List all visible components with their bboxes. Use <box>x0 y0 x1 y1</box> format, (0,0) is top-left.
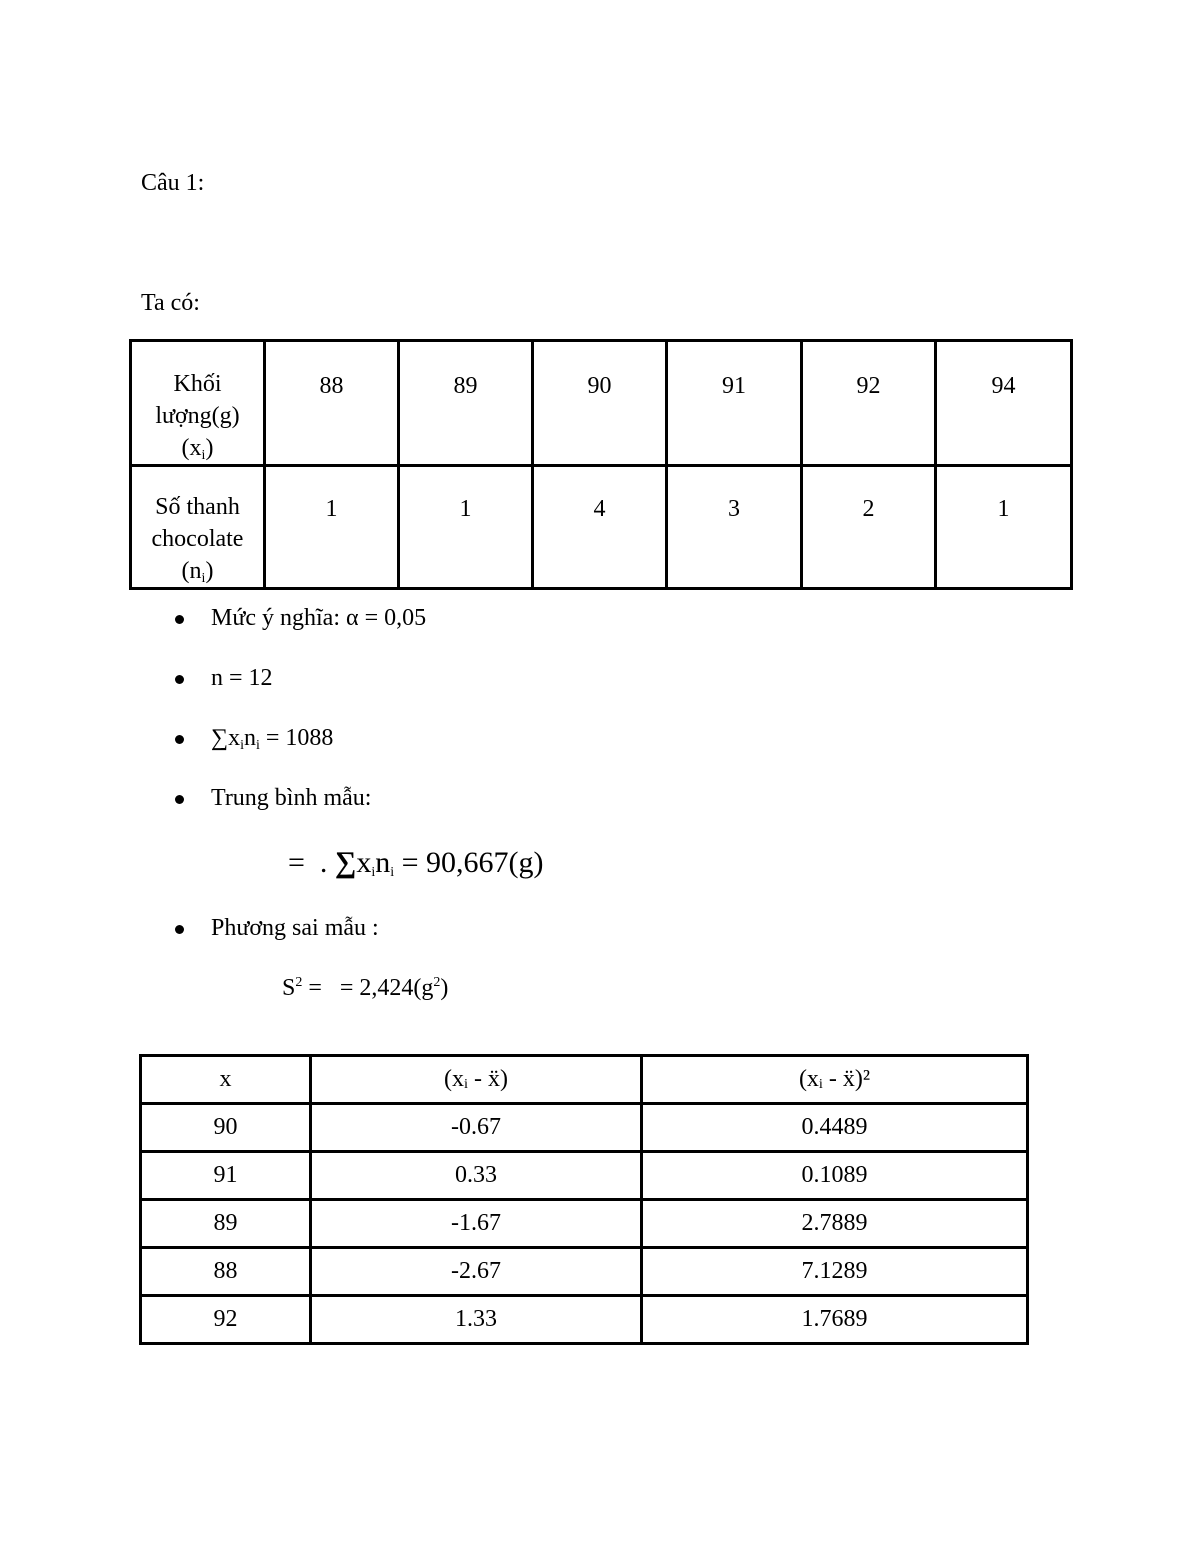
table-row <box>131 341 1072 466</box>
table-cell: 1 <box>399 466 533 589</box>
column-header: (xᵢ - ẍ) <box>311 1056 642 1104</box>
label-line: Khối <box>173 371 222 397</box>
column-header: (xᵢ - ẍ)² <box>642 1056 1028 1104</box>
mean-label: Trung bình mẫu: <box>211 785 372 811</box>
table-row <box>141 1200 1028 1248</box>
frequency-table <box>129 339 1073 590</box>
bullet-dot <box>175 615 184 624</box>
table-cell: -1.67 <box>311 1200 642 1248</box>
table-cell: 89 <box>399 341 533 466</box>
table-row <box>141 1248 1028 1296</box>
table-row <box>141 1104 1028 1152</box>
table-cell: 88 <box>141 1248 311 1296</box>
table-cell: 92 <box>141 1296 311 1344</box>
table-cell: 89 <box>141 1200 311 1248</box>
n-text: n = 12 <box>211 665 273 691</box>
bullet-dot <box>175 735 184 744</box>
table-cell: 92 <box>802 341 936 466</box>
row-header-mass <box>131 341 265 466</box>
table-cell: -2.67 <box>311 1248 642 1296</box>
table-cell: 91 <box>667 341 802 466</box>
table-cell: 0.1089 <box>642 1152 1028 1200</box>
table-cell: 4 <box>533 466 667 589</box>
table-cell: 3 <box>667 466 802 589</box>
table-cell: 90 <box>141 1104 311 1152</box>
bullet-dot <box>175 795 184 804</box>
table-cell: 91 <box>141 1152 311 1200</box>
table-header-row <box>141 1056 1028 1104</box>
table-cell: -0.67 <box>311 1104 642 1152</box>
row-header-count <box>131 466 265 589</box>
alpha-text: Mức ý nghĩa: α = 0,05 <box>211 605 427 631</box>
table-cell: 1 <box>265 466 399 589</box>
table-row <box>131 466 1072 589</box>
column-header: x <box>141 1056 311 1104</box>
label-line: $(x_i)$ <box>181 435 214 463</box>
label-line: chocolate <box>151 526 244 552</box>
table-row <box>141 1152 1028 1200</box>
table-cell: 1.33 <box>311 1296 642 1344</box>
table-cell: 0.33 <box>311 1152 642 1200</box>
table-cell: 1 <box>936 466 1072 589</box>
table-cell: 88 <box>265 341 399 466</box>
sum-text: $\sum x_in_i = 1088$ <box>211 725 334 753</box>
bullet-dot <box>175 925 184 934</box>
table-cell: 7.1289 <box>642 1248 1028 1296</box>
variance-formula: $S^2$ = = $2,424(g^2)$ <box>282 975 449 1001</box>
table-cell: 90 <box>533 341 667 466</box>
label-line: lượng(g) <box>155 403 240 429</box>
label-line: Số thanh <box>155 494 240 520</box>
table-cell: 1.7689 <box>642 1296 1028 1344</box>
table-cell: 94 <box>936 341 1072 466</box>
variance-label: Phương sai mẫu : <box>211 915 379 941</box>
heading: Câu 1: <box>141 170 205 196</box>
table-row <box>141 1296 1028 1344</box>
table-cell: 0.4489 <box>642 1104 1028 1152</box>
deviation-table <box>139 1054 1029 1345</box>
table-cell: 2 <box>802 466 936 589</box>
intro-text: Ta có: <box>141 290 200 316</box>
bullet-dot <box>175 675 184 684</box>
label-line: $(n_i)$ <box>181 558 214 586</box>
table-cell: 2.7889 <box>642 1200 1028 1248</box>
mean-formula: = . $\sum x_in_i = 90,667(g)$ <box>288 846 544 880</box>
